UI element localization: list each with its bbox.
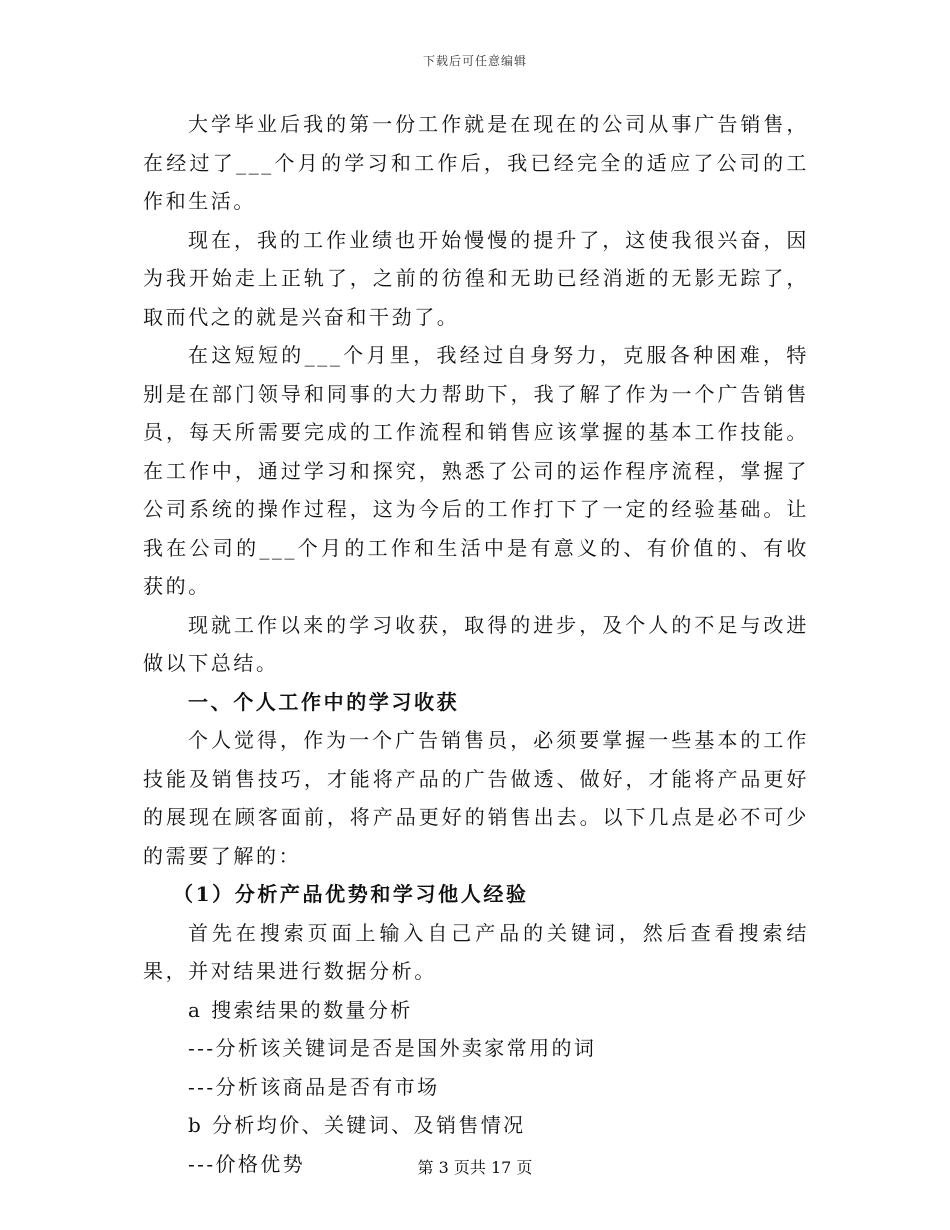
paragraph-3: 在这短短的___个月里，我经过自身努力，克服各种困难，特别是在部门领导和同事的大力帮助下，我了解了作为一个广告销售员，每天所需要完成的工作流程和销售应该掌握的基本工作技能。在工作中，通过学习和探究，熟悉了公司的运作程序流程，掌握了公司系统的操作过程，这为今后的工作打下了一定的经验基础。让我在公司的___个月的工作和生活中是有意义的、有价值的、有收获的。: [143, 343, 809, 598]
section-heading-1: 一、个人工作中的学习收获: [188, 689, 460, 714]
paragraph-4: 现就工作以来的学习收获，取得的进步，及个人的不足与改进做以下总结。: [143, 612, 809, 675]
paragraph-2: 现在，我的工作业绩也开始慢慢的提升了，这使我很兴奋，因为我开始走上正轨了，之前的彷徨和无助已经消逝的无影无踪了，取而代之的就是兴奋和干劲了。: [143, 227, 809, 329]
subsection-heading-1: （1）分析产品优势和学习他人经验: [173, 882, 529, 906]
list-item: ---价格优势: [188, 1151, 306, 1176]
list-item: ---分析该商品是否有市场: [188, 1074, 440, 1099]
document-body: [143, 105, 809, 1183]
paragraph-1: 大学毕业后我的第一份工作就是在现在的公司从事广告销售，在经过了___个月的学习和工作后，我已经完全的适应了公司的工作和生活。: [143, 112, 809, 213]
list-item: ---分析该关键词是否是国外卖家常用的词: [188, 1036, 597, 1060]
paragraph-5: 个人觉得，作为一个广告销售员，必须要掌握一些基本的工作技能及销售技巧，才能将产品的广告做透、做好，才能将产品更好的展现在顾客面前，将产品更好的销售出去。以下几点是必不可少的需要了解的：: [143, 728, 809, 868]
list-item: b 分析均价、关键词、及销售情况: [188, 1113, 526, 1137]
paragraph-6: 首先在搜索页面上输入自己产品的关键词，然后查看搜索结果，并对结果进行数据分析。: [143, 920, 809, 983]
page-header: 下载后可任意编辑: [422, 54, 527, 68]
list-item: a 搜索结果的数量分析: [188, 997, 413, 1022]
page-footer: 第 3 页共 17 页: [417, 1158, 533, 1177]
